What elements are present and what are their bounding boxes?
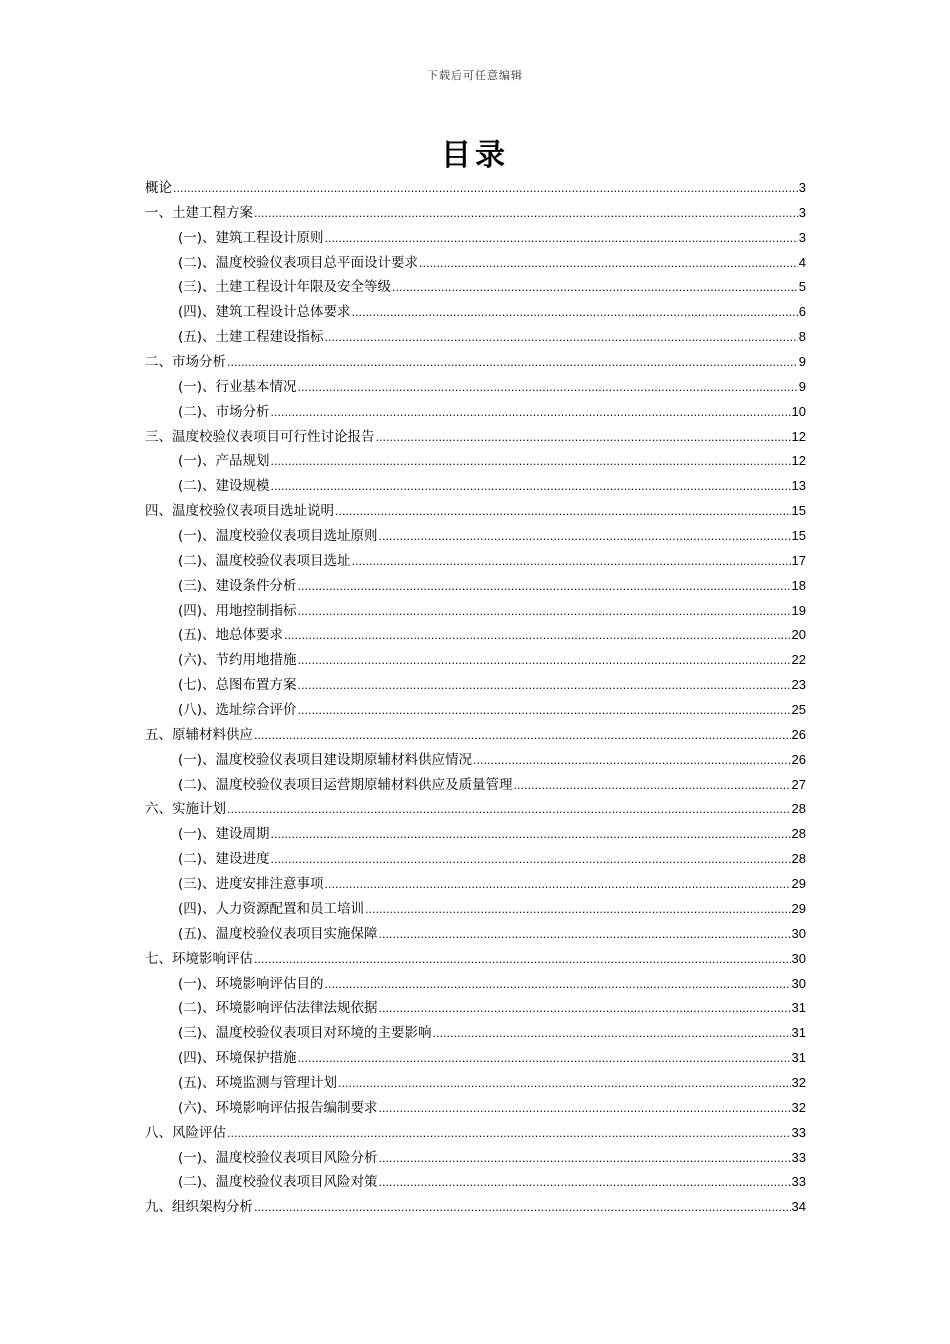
toc-entry-title: 五、原辅材料供应 xyxy=(145,726,253,743)
toc-leader-dots xyxy=(514,774,791,799)
toc-entry[interactable] xyxy=(145,176,806,201)
toc-entry-page-number: 28 xyxy=(791,801,806,817)
toc-entry[interactable] xyxy=(145,996,806,1021)
toc-entry[interactable] xyxy=(145,300,806,325)
toc-entry[interactable] xyxy=(145,1046,806,1071)
toc-leader-dots xyxy=(376,426,791,451)
toc-entry[interactable] xyxy=(145,499,806,524)
toc-entry-title: (一)、温度校验仪表项目风险分析 xyxy=(178,1149,378,1166)
toc-leader-dots xyxy=(335,500,791,525)
toc-entry-title: (三)、进度安排注意事项 xyxy=(178,876,324,893)
toc-entry-page-number: 22 xyxy=(791,652,806,668)
toc-entry-page-number: 27 xyxy=(791,776,806,792)
toc-entry[interactable] xyxy=(145,1195,806,1220)
toc-entry-title: (七)、总图布置方案 xyxy=(178,677,297,694)
toc-leader-dots xyxy=(227,351,798,376)
toc-entry-page-number: 12 xyxy=(791,453,806,469)
toc-entry-page-number: 32 xyxy=(791,1074,806,1090)
toc-entry-title: 一、土建工程方案 xyxy=(145,204,253,221)
toc-leader-dots xyxy=(325,873,791,898)
toc-leader-dots xyxy=(254,948,791,973)
toc-entry[interactable] xyxy=(145,922,806,947)
toc-entry[interactable] xyxy=(145,748,806,773)
toc-entry-title: (六)、节约用地措施 xyxy=(178,652,297,669)
toc-entry-title: (八)、选址综合评价 xyxy=(178,702,297,719)
toc-leader-dots xyxy=(254,1196,791,1221)
toc-leader-dots xyxy=(254,724,791,749)
toc-entry[interactable] xyxy=(145,1170,806,1195)
toc-entry-title: (四)、环境保护措施 xyxy=(178,1050,297,1067)
toc-entry-title: (三)、土建工程设计年限及安全等级 xyxy=(178,279,392,296)
toc-leader-dots xyxy=(473,749,790,774)
toc-leader-dots xyxy=(325,227,798,252)
toc-entry-title: (一)、行业基本情况 xyxy=(178,378,297,395)
toc-entry-title: (四)、人力资源配置和员工培训 xyxy=(178,900,365,917)
toc-entry[interactable] xyxy=(145,350,806,375)
toc-leader-dots xyxy=(433,1022,791,1047)
toc-leader-dots xyxy=(379,1171,791,1196)
toc-leader-dots xyxy=(254,202,798,227)
toc-entry[interactable] xyxy=(145,251,806,276)
toc-entry-page-number: 9 xyxy=(798,378,806,394)
toc-entry-title: (一)、产品规划 xyxy=(178,453,270,470)
toc-entry[interactable] xyxy=(145,474,806,499)
toc-entry-title: (一)、温度校验仪表项目选址原则 xyxy=(178,528,378,545)
toc-leader-dots xyxy=(419,252,798,277)
toc-leader-dots xyxy=(271,450,791,475)
toc-entry[interactable] xyxy=(145,822,806,847)
toc-entry-page-number: 23 xyxy=(791,677,806,693)
toc-entry-page-number: 29 xyxy=(791,876,806,892)
toc-leader-dots xyxy=(227,798,791,823)
toc-leader-dots xyxy=(338,1072,790,1097)
toc-entry[interactable] xyxy=(145,1121,806,1146)
toc-entry-title: 七、环境影响评估 xyxy=(145,950,253,967)
toc-entry-title: 九、组织架构分析 xyxy=(145,1199,253,1216)
toc-entry-title: (二)、环境影响评估法律法规依据 xyxy=(178,1000,378,1017)
toc-entry[interactable] xyxy=(145,275,806,300)
toc-entry-page-number: 31 xyxy=(791,1025,806,1041)
toc-entry[interactable] xyxy=(145,623,806,648)
toc-entry[interactable] xyxy=(145,400,806,425)
toc-entry-page-number: 18 xyxy=(791,577,806,593)
toc-entry-page-number: 30 xyxy=(791,975,806,991)
toc-leader-dots xyxy=(379,1147,791,1172)
toc-entry[interactable] xyxy=(145,847,806,872)
toc-entry-title: (二)、建设规模 xyxy=(178,478,270,495)
toc-entry-page-number: 13 xyxy=(791,478,806,494)
toc-entry[interactable] xyxy=(145,524,806,549)
toc-entry-title: (一)、建设周期 xyxy=(178,826,270,843)
toc-entry-title: 概论 xyxy=(145,180,172,196)
toc-entry-page-number: 33 xyxy=(791,1149,806,1165)
toc-entry-title: (二)、建设进度 xyxy=(178,851,270,868)
page-title: 目录 xyxy=(441,138,509,173)
toc-entry[interactable] xyxy=(145,723,806,748)
toc-entry-title: (三)、温度校验仪表项目对环境的主要影响 xyxy=(178,1025,432,1042)
toc-leader-dots xyxy=(298,1047,791,1072)
toc-entry[interactable] xyxy=(145,797,806,822)
toc-entry-title: (二)、温度校验仪表项目风险对策 xyxy=(178,1174,378,1191)
page-header: 下载后可任意编辑 xyxy=(427,69,523,82)
toc-entry-title: 六、实施计划 xyxy=(145,801,226,818)
toc-entry-page-number: 15 xyxy=(791,503,806,519)
toc-entry-page-number: 4 xyxy=(798,254,806,270)
toc-entry-page-number: 3 xyxy=(798,229,806,245)
toc-entry-page-number: 28 xyxy=(791,826,806,842)
toc-entry-title: (四)、用地控制指标 xyxy=(178,602,297,619)
toc-entry-title: (五)、环境监测与管理计划 xyxy=(178,1074,338,1091)
toc-entry-page-number: 30 xyxy=(791,925,806,941)
toc-leader-dots xyxy=(352,301,798,326)
toc-entry-page-number: 15 xyxy=(791,528,806,544)
toc-leader-dots xyxy=(352,550,791,575)
toc-leader-dots xyxy=(298,674,791,699)
toc-entry-title: (四)、建筑工程设计总体要求 xyxy=(178,304,351,321)
toc-entry[interactable] xyxy=(145,425,806,450)
toc-leader-dots xyxy=(271,823,791,848)
toc-entry-page-number: 26 xyxy=(791,726,806,742)
toc-entry[interactable] xyxy=(145,226,806,251)
toc-leader-dots xyxy=(325,326,798,351)
toc-entry[interactable] xyxy=(145,574,806,599)
toc-leader-dots xyxy=(284,624,790,649)
toc-entry[interactable] xyxy=(145,773,806,798)
toc-entry[interactable] xyxy=(145,449,806,474)
toc-entry-title: 三、温度校验仪表项目可行性讨论报告 xyxy=(145,428,375,445)
toc-entry[interactable] xyxy=(145,1021,806,1046)
toc-entry[interactable] xyxy=(145,375,806,400)
toc-entry-page-number: 31 xyxy=(791,1050,806,1066)
toc-entry-title: (一)、建筑工程设计原则 xyxy=(178,229,324,246)
toc-entry-page-number: 31 xyxy=(791,1000,806,1016)
toc-entry-page-number: 6 xyxy=(798,304,806,320)
toc-entry-page-number: 3 xyxy=(798,204,806,220)
toc-entry[interactable] xyxy=(145,897,806,922)
toc-entry-title: (五)、土建工程建设指标 xyxy=(178,329,324,346)
toc-leader-dots xyxy=(271,475,791,500)
toc-entry[interactable] xyxy=(145,201,806,226)
toc-entry-title: (三)、建设条件分析 xyxy=(178,577,297,594)
toc-entry[interactable] xyxy=(145,947,806,972)
toc-entry[interactable] xyxy=(145,972,806,997)
toc-entry-title: 四、温度校验仪表项目选址说明 xyxy=(145,503,334,520)
table-of-contents xyxy=(145,176,806,1220)
toc-entry[interactable] xyxy=(145,1071,806,1096)
toc-entry-title: 二、市场分析 xyxy=(145,354,226,371)
toc-entry-title: (一)、环境影响评估目的 xyxy=(178,975,324,992)
toc-leader-dots xyxy=(392,276,798,301)
toc-entry-page-number: 5 xyxy=(798,279,806,295)
toc-entry-title: (二)、市场分析 xyxy=(178,403,270,420)
toc-leader-dots xyxy=(379,525,791,550)
toc-entry-page-number: 8 xyxy=(798,329,806,345)
toc-entry-page-number: 17 xyxy=(791,552,806,568)
toc-entry-page-number: 33 xyxy=(791,1124,806,1140)
toc-entry-title: (二)、温度校验仪表项目运营期原辅材料供应及质量管理 xyxy=(178,776,513,793)
toc-entry[interactable] xyxy=(145,698,806,723)
toc-entry-title: 八、风险评估 xyxy=(145,1124,226,1141)
toc-leader-dots xyxy=(298,649,791,674)
toc-entry-page-number: 32 xyxy=(791,1099,806,1115)
toc-entry-page-number: 3 xyxy=(798,180,806,195)
toc-entry[interactable] xyxy=(145,1096,806,1121)
toc-leader-dots xyxy=(298,575,791,600)
toc-entry[interactable] xyxy=(145,599,806,624)
toc-leader-dots xyxy=(271,401,791,426)
toc-leader-dots xyxy=(298,699,791,724)
toc-entry-page-number: 30 xyxy=(791,950,806,966)
toc-entry-page-number: 10 xyxy=(791,403,806,419)
toc-entry-title: (二)、温度校验仪表项目选址 xyxy=(178,552,351,569)
toc-entry-title: (一)、温度校验仪表项目建设期原辅材料供应情况 xyxy=(178,751,473,768)
toc-entry[interactable] xyxy=(145,673,806,698)
toc-leader-dots xyxy=(379,1097,791,1122)
toc-leader-dots xyxy=(365,898,790,923)
toc-entry-page-number: 20 xyxy=(791,627,806,643)
toc-entry-page-number: 29 xyxy=(791,900,806,916)
toc-leader-dots xyxy=(379,997,791,1022)
toc-entry-page-number: 9 xyxy=(798,354,806,370)
toc-entry-title: (二)、温度校验仪表项目总平面设计要求 xyxy=(178,254,419,271)
toc-entry-page-number: 26 xyxy=(791,751,806,767)
toc-entry-page-number: 12 xyxy=(791,428,806,444)
toc-leader-dots xyxy=(271,848,791,873)
toc-entry-page-number: 28 xyxy=(791,851,806,867)
toc-leader-dots xyxy=(227,1122,791,1147)
toc-leader-dots xyxy=(325,973,791,998)
toc-entry-title: (五)、温度校验仪表项目实施保障 xyxy=(178,925,378,942)
toc-leader-dots xyxy=(379,923,791,948)
toc-entry-page-number: 33 xyxy=(791,1174,806,1190)
toc-entry-page-number: 25 xyxy=(791,702,806,718)
toc-entry[interactable] xyxy=(145,549,806,574)
toc-entry-title: (六)、环境影响评估报告编制要求 xyxy=(178,1099,378,1116)
toc-entry-page-number: 19 xyxy=(791,602,806,618)
toc-entry[interactable] xyxy=(145,872,806,897)
toc-leader-dots xyxy=(298,376,798,401)
toc-leader-dots xyxy=(173,177,798,202)
toc-entry[interactable] xyxy=(145,648,806,673)
toc-leader-dots xyxy=(298,600,791,625)
toc-entry[interactable] xyxy=(145,325,806,350)
toc-entry[interactable] xyxy=(145,1146,806,1171)
toc-entry-title: (五)、地总体要求 xyxy=(178,627,284,644)
toc-entry-page-number: 34 xyxy=(791,1199,806,1215)
